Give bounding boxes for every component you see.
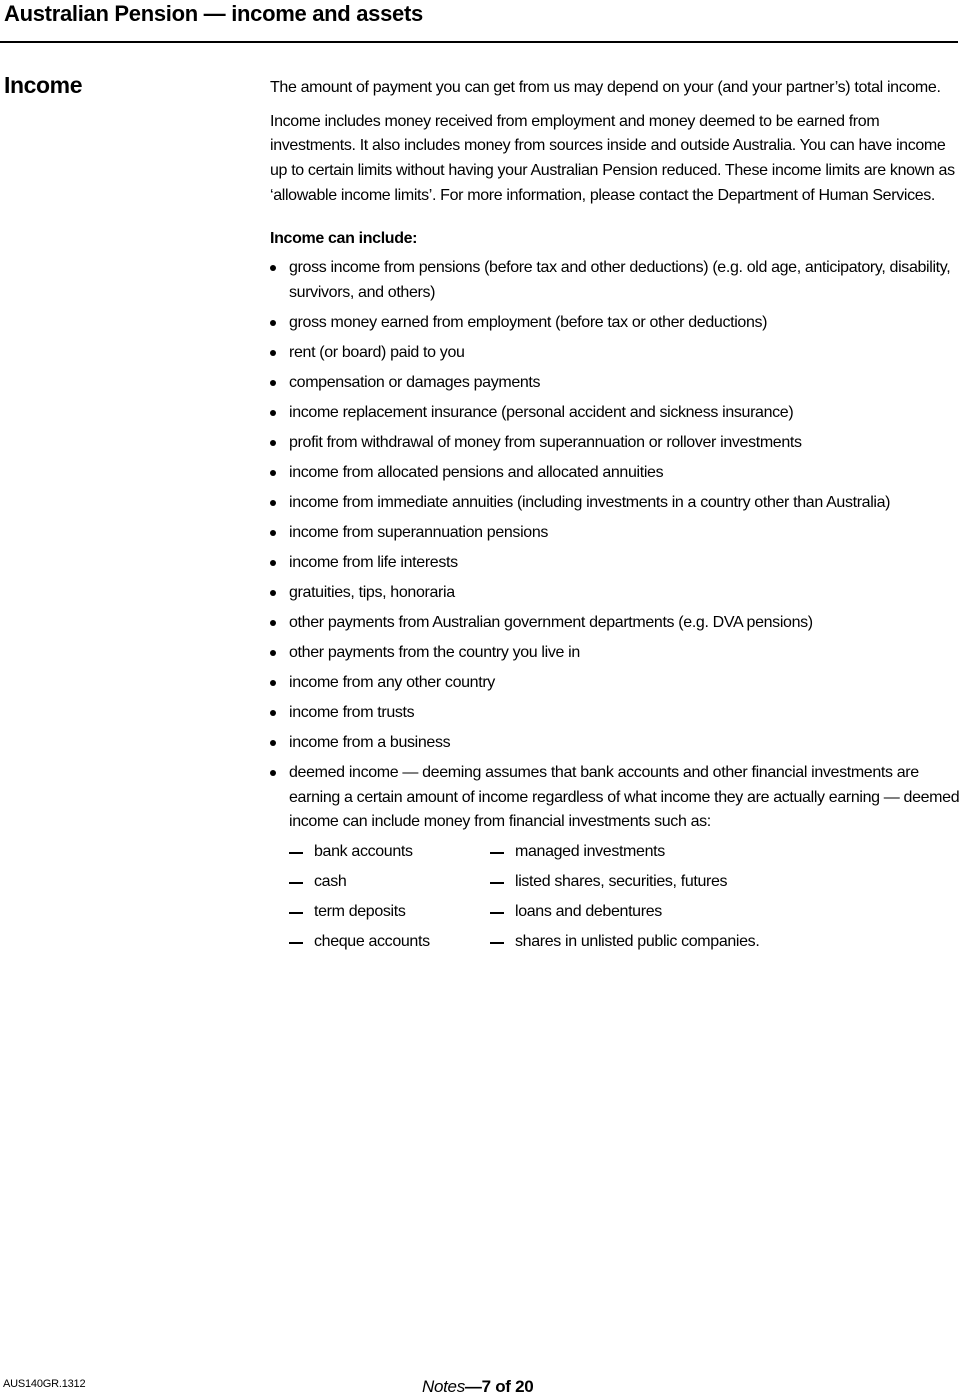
page-footer (422, 1377, 533, 1397)
page-number: —7 of 20 (464, 1377, 534, 1396)
list-item: gross money earned from employment (before tax or other deductions) (270, 311, 960, 336)
header-divider (0, 41, 958, 43)
list-item: other payments from Australian government departments (e.g. DVA pensions) (270, 611, 960, 636)
income-list (270, 256, 960, 835)
list-item: rent (or board) paid to you (270, 341, 960, 366)
form-code: AUS140GR.1312 (3, 1378, 86, 1390)
deemed-investment-item: cheque accounts (289, 930, 490, 955)
deemed-investment-item: cash (289, 870, 490, 895)
intro-paragraph: The amount of payment you can get from us may depend on your (and your partner’s) total income. (270, 79, 941, 96)
list-item: gratuities, tips, honoraria (270, 581, 960, 606)
list-item: income from a business (270, 731, 960, 756)
deemed-investment-item: managed investments (490, 840, 790, 865)
list-item: compensation or damages payments (270, 371, 960, 396)
income-list-heading: Income can include: (270, 229, 418, 247)
list-item: other payments from the country you live in (270, 641, 960, 666)
deemed-investment-item: bank accounts (289, 840, 490, 865)
page-header-title: Australian Pension — income and assets (4, 1, 423, 26)
list-item: profit from withdrawal of money from superannuation or rollover investments (270, 431, 960, 456)
list-item: income from immediate annuities (including investments in a country other than Australia) (270, 491, 960, 516)
list-item: gross income from pensions (before tax and other deductions) (e.g. old age, anticipatory, disability, survivors, and others) (270, 256, 960, 305)
list-item: income from allocated pensions and allocated annuities (270, 461, 960, 486)
notes-label: Notes (422, 1377, 465, 1396)
deemed-investments-list (270, 840, 960, 955)
deemed-investment-item: shares in unlisted public companies. (490, 930, 790, 955)
list-item: deemed income — deeming assumes that bank accounts and other financial investments are earning a certain amount of income regardless of what income they are actually earning — deemed income can include money from financial investments such as: (270, 761, 960, 835)
deemed-investment-item: listed shares, securities, futures (490, 870, 790, 895)
list-item: income from any other country (270, 671, 960, 696)
section-heading: Income (4, 72, 83, 98)
list-item: income from life interests (270, 551, 960, 576)
income-definition-paragraph: Income includes money received from employment and money deemed to be earned from investments. It also includes money from sources inside and outside Australia. You can have income up to certain limits without having your Australian Pension reduced. These income limits are known as ‘allowable income limits’. For more information, please contact the Department of Human Services. (270, 112, 955, 204)
deemed-investment-item: loans and debentures (490, 900, 790, 925)
section-content (270, 76, 960, 955)
list-item: income from trusts (270, 701, 960, 726)
deemed-investment-item: term deposits (289, 900, 490, 925)
list-item: income replacement insurance (personal accident and sickness insurance) (270, 401, 960, 426)
list-item: income from superannuation pensions (270, 521, 960, 546)
